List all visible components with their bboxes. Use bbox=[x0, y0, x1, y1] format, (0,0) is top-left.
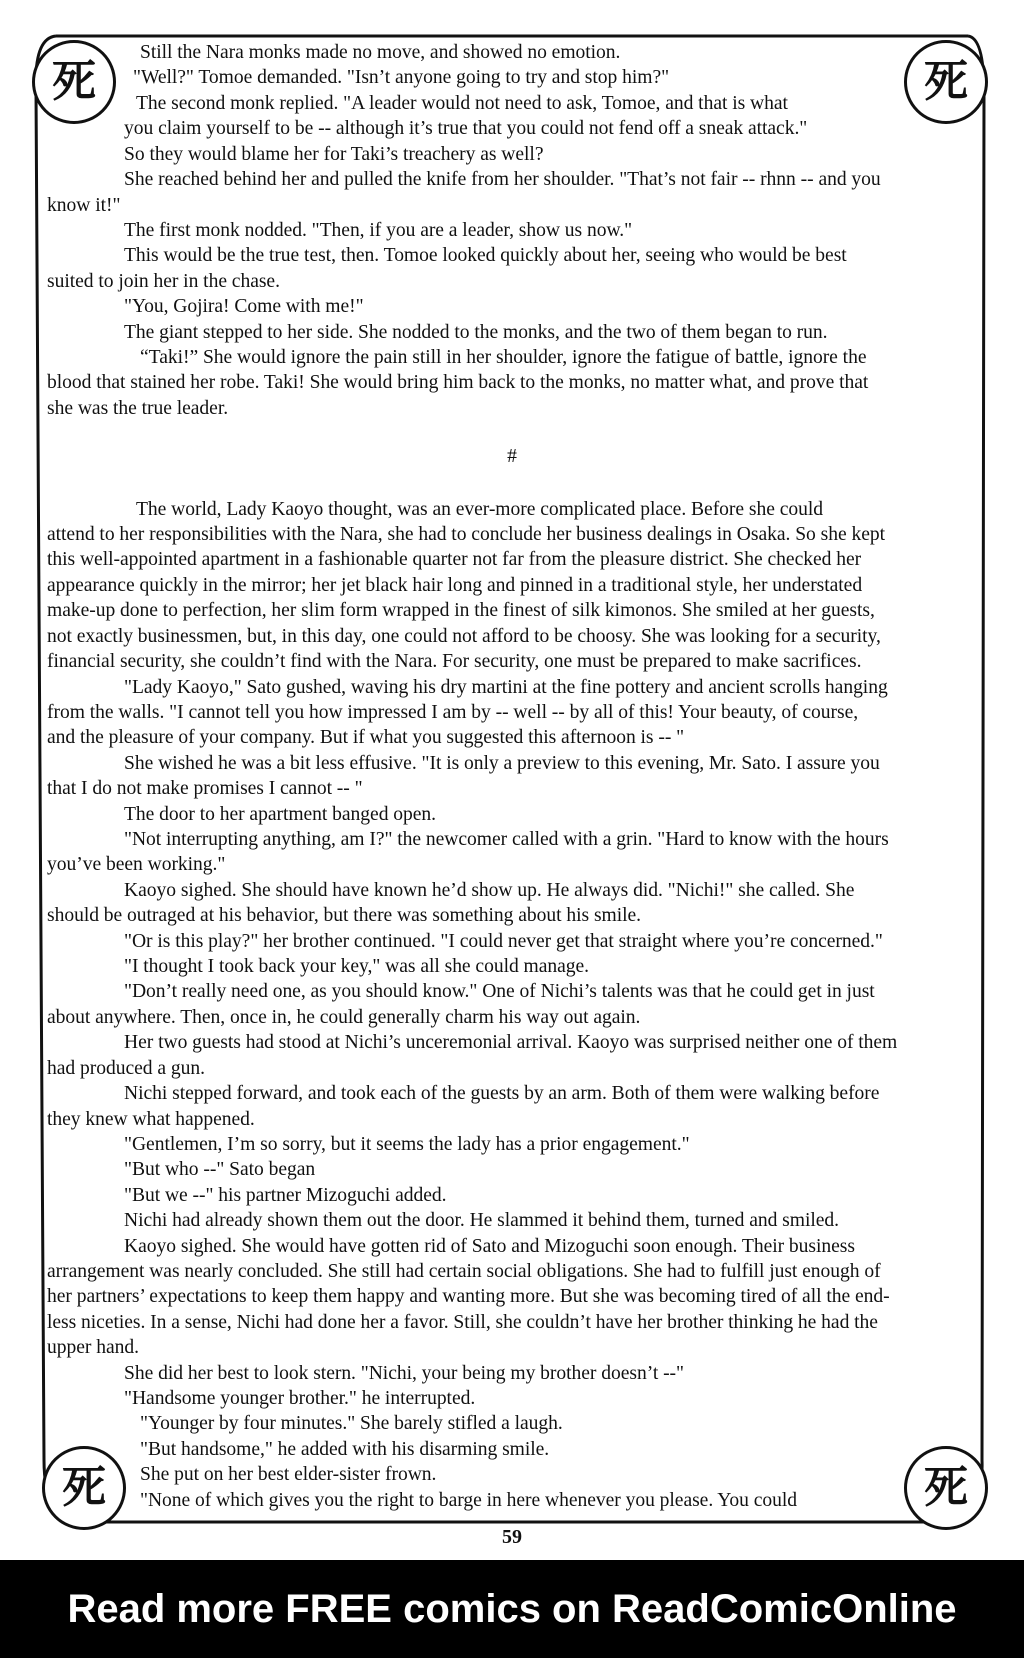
death-kanji-seal-top-right: 死 bbox=[904, 40, 988, 124]
text-line: This would be the true test, then. Tomoe looked quickly about her, seeing who would be best bbox=[124, 245, 847, 266]
text-line: that I do not make promises I cannot -- " bbox=[47, 778, 363, 799]
text-line: "But who --" Sato began bbox=[124, 1159, 316, 1180]
text-line: She put on her best elder-sister frown. bbox=[140, 1464, 437, 1485]
death-kanji-seal-bottom-right: 死 bbox=[904, 1446, 988, 1530]
death-kanji-seal-top-left: 死 bbox=[32, 40, 116, 124]
text-line: Kaoyo sighed. She should have known he’d show up. He always did. "Nichi!" she called. She bbox=[124, 880, 855, 901]
text-line: "Not interrupting anything, am I?" the newcomer called with a grin. "Hard to know with the hours bbox=[124, 829, 889, 850]
promo-banner[interactable] bbox=[0, 1560, 1024, 1658]
text-line: "You, Gojira! Come with me!" bbox=[124, 296, 364, 317]
text-line: She wished he was a bit less effusive. "It is only a preview to this evening, Mr. Sato. I assure you bbox=[124, 753, 880, 774]
text-line: Kaoyo sighed. She would have gotten rid of Sato and Mizoguchi soon enough. Their business bbox=[124, 1236, 855, 1257]
text-line: The world, Lady Kaoyo thought, was an ever-more complicated place. Before she could bbox=[136, 499, 823, 520]
text-line: appearance quickly in the mirror; her jet black hair long and pinned in a traditional style, her understated bbox=[47, 575, 863, 596]
text-line: Her two guests had stood at Nichi’s unceremonial arrival. Kaoyo was surprised neither one of them bbox=[124, 1032, 898, 1053]
text-line: So they would blame her for Taki’s treachery as well? bbox=[124, 144, 544, 165]
text-line: "But we --" his partner Mizoguchi added. bbox=[124, 1185, 447, 1206]
text-line: and the pleasure of your company. But if what you suggested this afternoon is -- " bbox=[47, 727, 685, 748]
text-line: "Or is this play?" her brother continued. "I could never get that straight where you’re concerned." bbox=[124, 931, 883, 952]
text-line: not exactly businessmen, but, in this day, one could not afford to be choosy. She was looking for a security, bbox=[47, 626, 881, 647]
text-line: The door to her apartment banged open. bbox=[124, 804, 437, 825]
text-line: her partners’ expectations to keep them happy and wanting more. But she was becoming tired of all the end- bbox=[47, 1286, 890, 1307]
text-line: "But handsome," he added with his disarming smile. bbox=[140, 1439, 550, 1460]
text-line: this well-appointed apartment in a fashionable quarter not far from the pleasure district. She checked her bbox=[47, 549, 862, 570]
text-line: arrangement was nearly concluded. She still had certain social obligations. She had to fulfill just enough of bbox=[47, 1261, 881, 1282]
text-line: "Don’t really need one, as you should know." One of Nichi’s talents was that he could get in just bbox=[124, 981, 875, 1002]
scene-break: # bbox=[507, 446, 517, 467]
text-line: you’ve been working." bbox=[47, 854, 226, 875]
text-line: "None of which gives you the right to barge in here whenever you please. You could bbox=[140, 1490, 798, 1511]
page-number: 59 bbox=[502, 1526, 522, 1548]
text-line: Nichi stepped forward, and took each of the guests by an arm. Both of them were walking before bbox=[124, 1083, 880, 1104]
text-line: about anywhere. Then, once in, he could generally charm his way out again. bbox=[47, 1007, 641, 1028]
text-line: should be outraged at his behavior, but there was something about his smile. bbox=[47, 905, 642, 926]
text-line: financial security, she couldn’t find with the Nara. For security, one must be prepared to make sacrifices. bbox=[47, 651, 862, 672]
text-line: had produced a gun. bbox=[47, 1058, 205, 1079]
text-line: The second monk replied. "A leader would not need to ask, Tomoe, and that is what bbox=[136, 93, 788, 114]
text-line: “Taki!” She would ignore the pain still in her shoulder, ignore the fatigue of battle, ignore the bbox=[140, 347, 867, 368]
promo-banner-text[interactable]: Read more FREE comics on ReadComicOnline bbox=[67, 1586, 957, 1631]
text-line: from the walls. "I cannot tell you how impressed I am by -- well -- by all of this! Your beauty, of course, bbox=[47, 702, 859, 723]
text-line: blood that stained her robe. Taki! She would bring him back to the monks, no matter what, and prove that bbox=[47, 372, 869, 393]
text-line: "Younger by four minutes." She barely stifled a laugh. bbox=[140, 1413, 563, 1434]
text-line: less niceties. In a sense, Nichi had done her a favor. Still, she couldn’t have her brother thinking he had the bbox=[47, 1312, 878, 1333]
text-line: "Lady Kaoyo," Sato gushed, waving his dry martini at the fine pottery and ancient scrolls hanging bbox=[124, 677, 888, 698]
text-line: know it!" bbox=[47, 195, 121, 216]
text-line: The giant stepped to her side. She nodded to the monks, and the two of them began to run. bbox=[124, 322, 828, 343]
text-line: make-up done to perfection, her slim form wrapped in the finest of silk kimonos. She smiled at her guests, bbox=[47, 600, 875, 621]
text-line: you claim yourself to be -- although it’s true that you could not fend off a sneak attack." bbox=[124, 118, 808, 139]
text-line: "Handsome younger brother." he interrupted. bbox=[124, 1388, 476, 1409]
text-line: Nichi had already shown them out the door. He slammed it behind them, turned and smiled. bbox=[124, 1210, 839, 1231]
text-line: attend to her responsibilities with the Nara, she had to conclude her business dealings in Osaka. So she kept bbox=[47, 524, 885, 545]
text-line: The first monk nodded. "Then, if you are a leader, show us now." bbox=[124, 220, 633, 241]
text-line: "Gentlemen, I’m so sorry, but it seems the lady has a prior engagement." bbox=[124, 1134, 690, 1155]
text-line: "Well?" Tomoe demanded. "Isn’t anyone going to try and stop him?" bbox=[133, 67, 670, 88]
text-line: suited to join her in the chase. bbox=[47, 271, 280, 292]
text-line: they knew what happened. bbox=[47, 1109, 255, 1130]
text-line: "I thought I took back your key," was all she could manage. bbox=[124, 956, 590, 977]
text-line: She reached behind her and pulled the knife from her shoulder. "That’s not fair -- rhnn -- and you bbox=[124, 169, 881, 190]
death-kanji-seal-bottom-left: 死 bbox=[42, 1446, 126, 1530]
text-line: Still the Nara monks made no move, and showed no emotion. bbox=[140, 42, 621, 63]
text-line: she was the true leader. bbox=[47, 398, 229, 419]
text-line: upper hand. bbox=[47, 1337, 139, 1358]
text-line: She did her best to look stern. "Nichi, your being my brother doesn’t --" bbox=[124, 1363, 684, 1384]
